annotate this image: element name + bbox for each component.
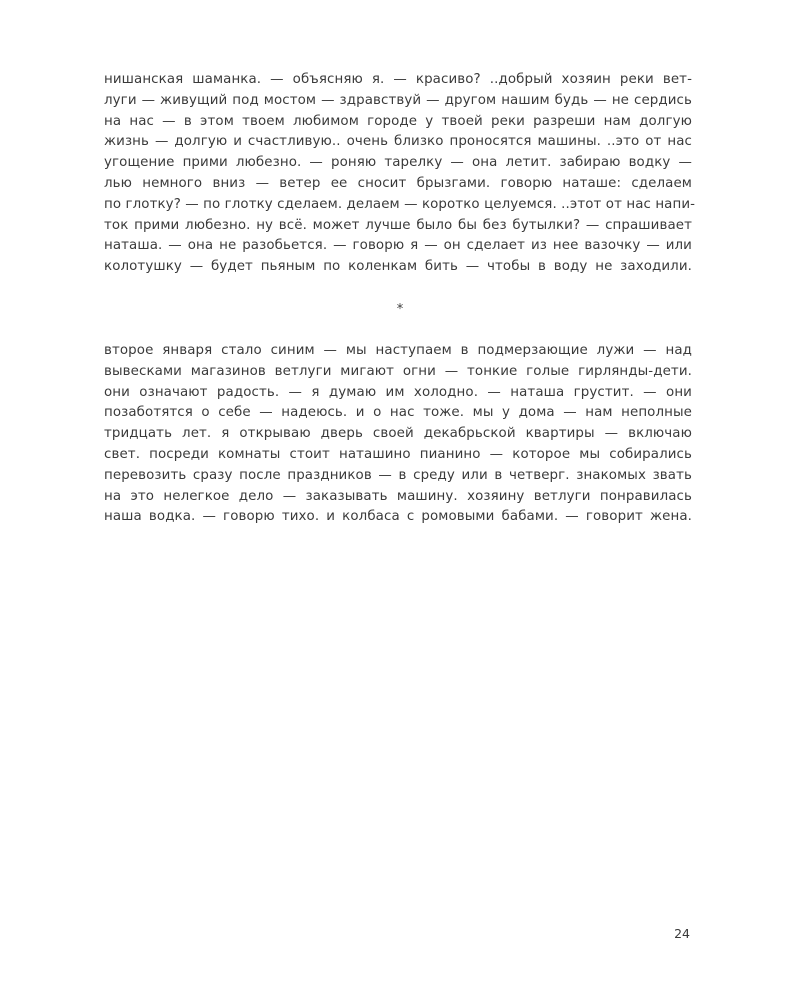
- paragraph-line: тридцать лет. я открываю дверь своей декабрьской квартиры — включаю: [104, 426, 692, 442]
- paragraph-1: [104, 70, 696, 278]
- paragraph-line: вывесками магазинов ветлуги мигают огни — тонкие голые гирлянды-дети.: [104, 363, 692, 379]
- paragraph-line: колотушку — будет пьяным по коленкам бить — чтобы в воду не заходили.: [104, 259, 692, 275]
- page-number: 24: [674, 926, 690, 941]
- paragraph-line: второе января стало синим — мы наступаем в подмерзающие лужи — над: [104, 343, 692, 358]
- paragraph-line: они означают радость. — я думаю им холодно. — наташа грустит. — они: [104, 384, 692, 400]
- paragraph-line: нишанская шаманка. — объясняю я. — красиво? ..добрый хозяин реки вет-: [104, 72, 692, 87]
- paragraph-line: свет. посреди комнаты стоит наташино пианино — которое мы собирались: [104, 446, 692, 462]
- paragraph-2: [104, 341, 692, 528]
- paragraph-line: на это нелегкое дело — заказывать машину. хозяину ветлуги понравилась: [104, 488, 692, 504]
- paragraph-line: жизнь — долгую и счастливую.. очень близко проносятся машины. ..это от нас: [104, 134, 692, 150]
- paragraph-line: ток прими любезно. ну всё. может лучше было бы без бутылки? — спрашивает: [104, 217, 692, 233]
- paragraph-line: позаботятся о себе — надеюсь. и о нас тоже. мы у дома — нам неполные: [104, 405, 692, 421]
- paragraph-line: луги — живущий под мостом — здравствуй — другом нашим будь — не сердись: [104, 92, 692, 108]
- paragraph-line: лью немного вниз — ветер ее сносит брызгами. говорю наташе: сделаем: [104, 175, 692, 191]
- paragraph-line: по глотку? — по глотку сделаем. делаем — коротко целуемся. ..этот от нас напи-: [104, 196, 696, 212]
- section-separator: *: [396, 302, 404, 317]
- paragraph-line: наташа. — она не разобьется. — говорю я — он сделает из нее вазочку — или: [104, 238, 692, 254]
- paragraph-line: перевозить сразу после праздников — в среду или в четверг. знакомых звать: [104, 467, 692, 483]
- paragraph-line: угощение прими любезно. — роняю тарелку — она летит. забираю водку —: [104, 155, 692, 171]
- paragraph-line: на нас — в этом твоем любимом городе у твоей реки разреши нам долгую: [104, 113, 692, 129]
- paragraph-line: наша водка. — говорю тихо. и колбаса с ромовыми бабами. — говорит жена.: [104, 509, 692, 525]
